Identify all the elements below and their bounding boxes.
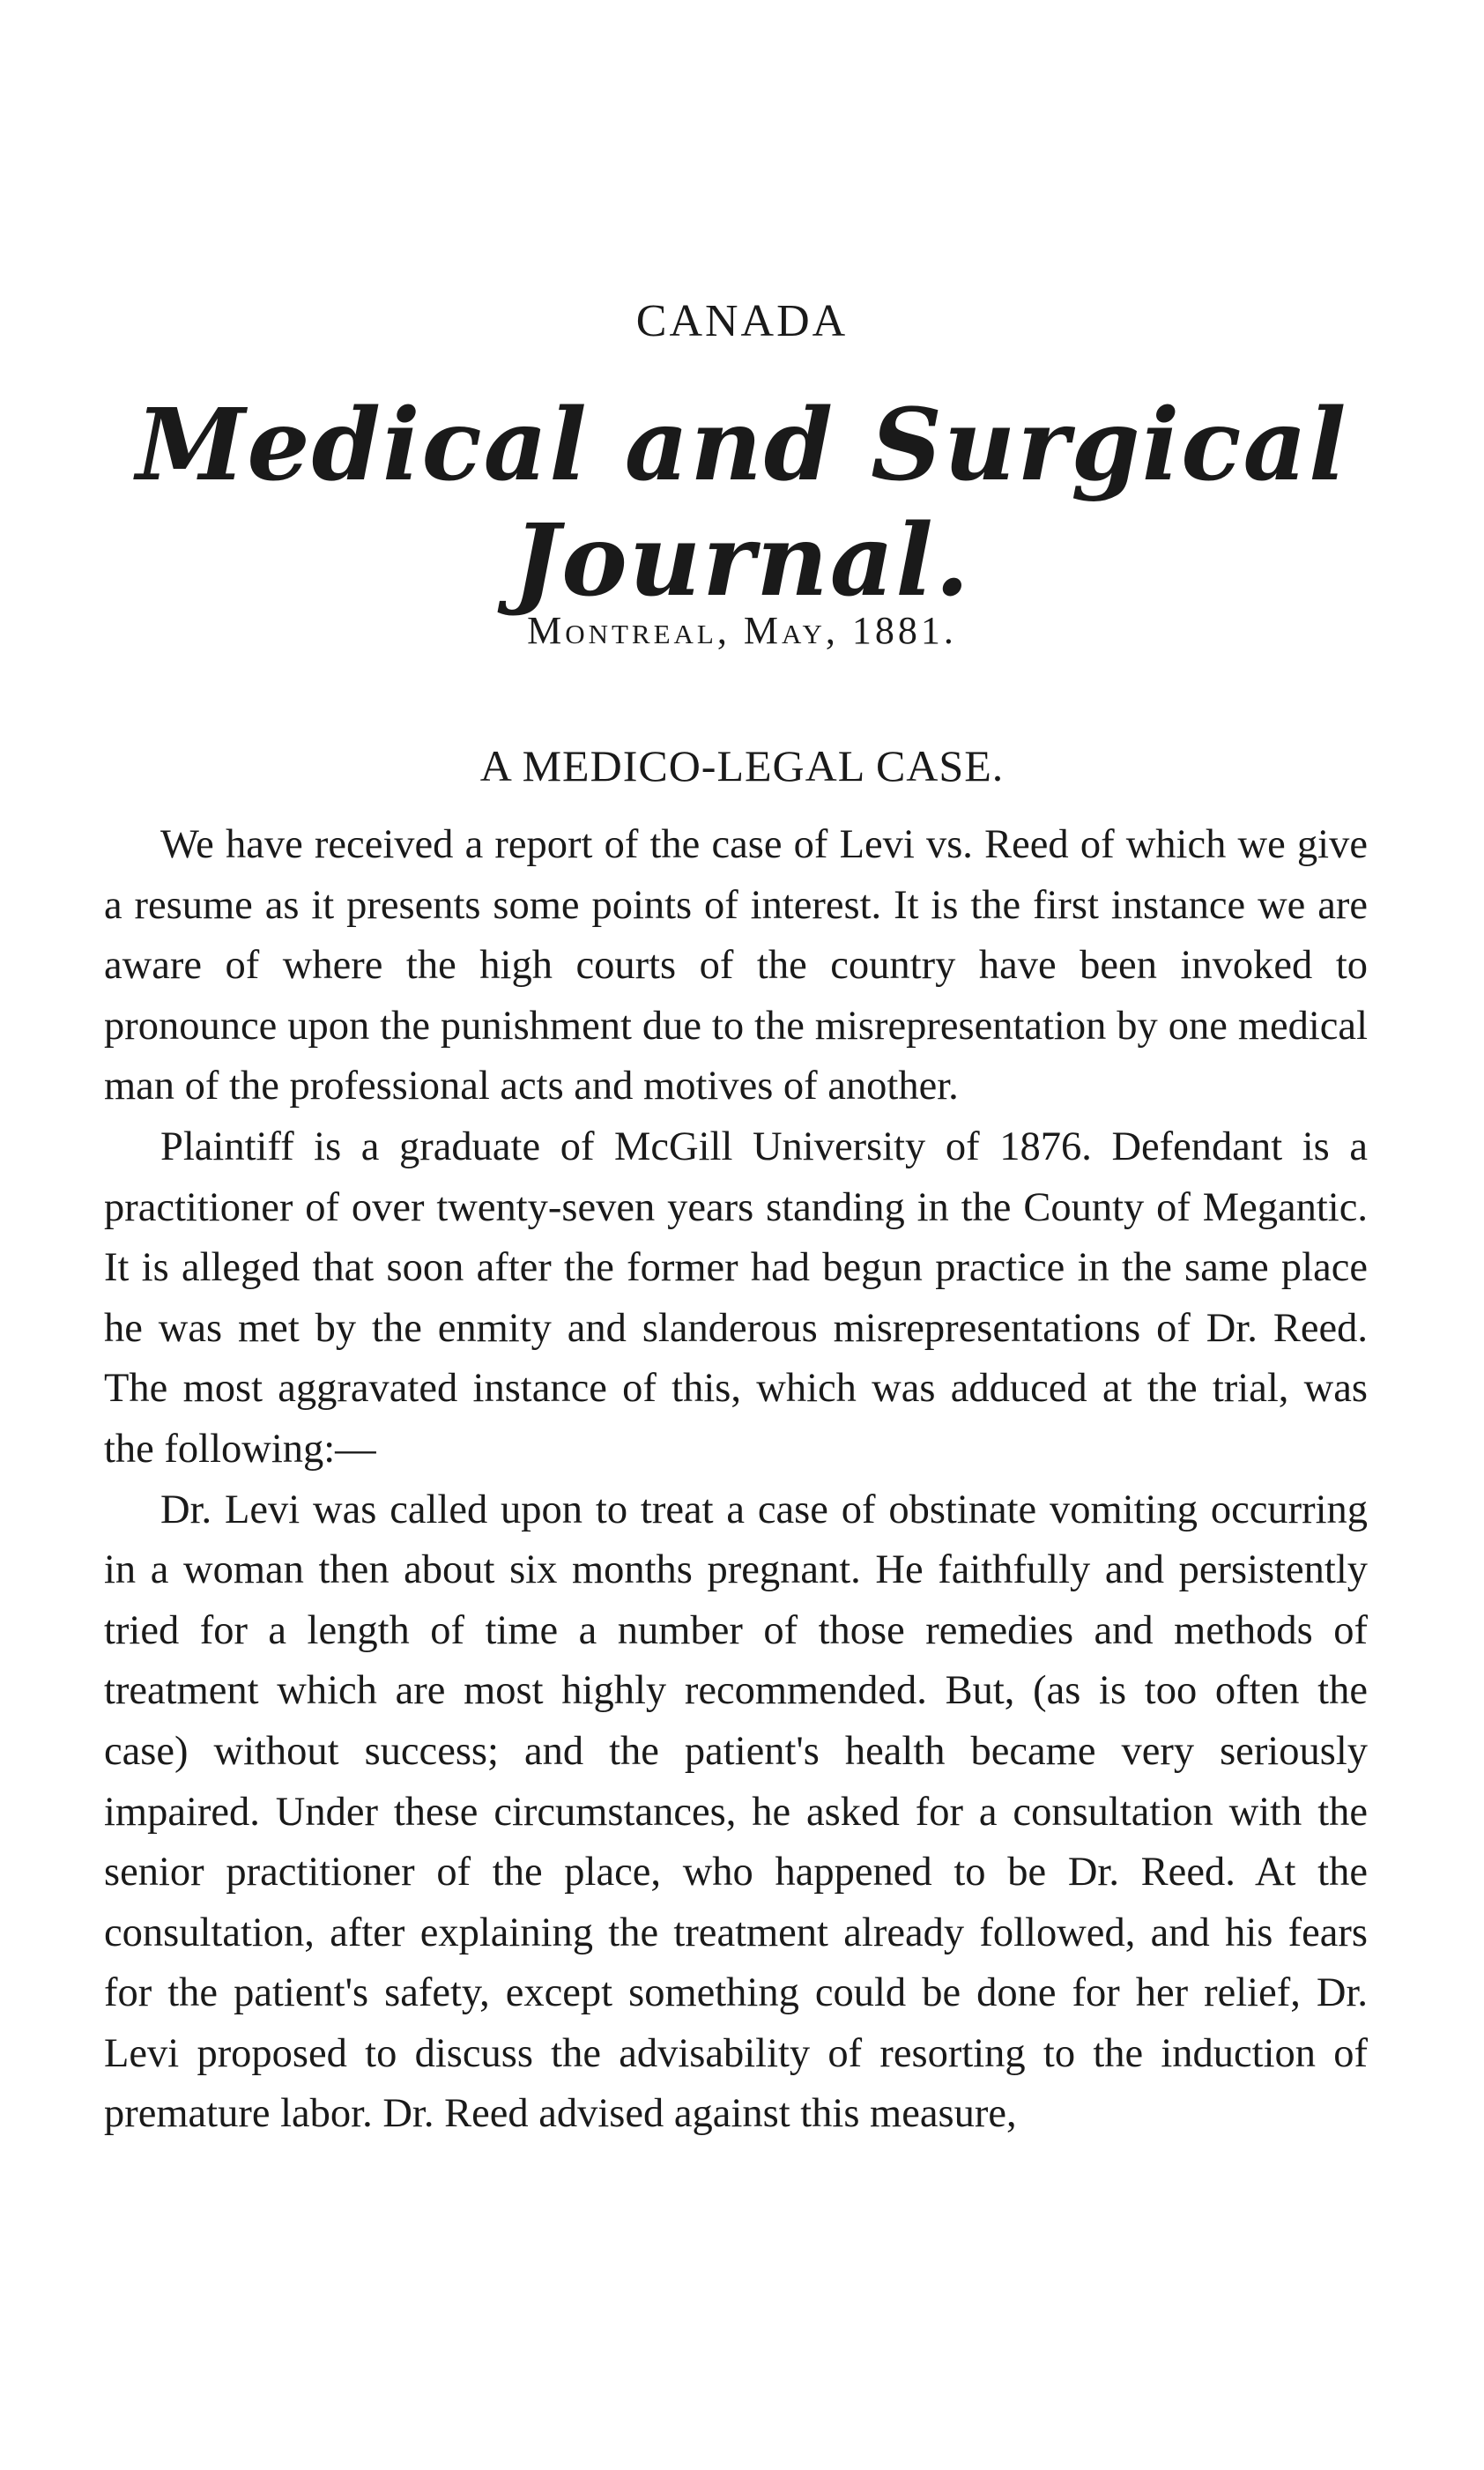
paragraph-1: We have received a report of the case of Levi vs. Reed of which we give a resume as it presents some points of interest. It is the first instance we are aware of where the high courts of the country have been invoked to pronounce upon the punishment due to the misrepresentation by one medical man of the professional acts and motives of another.	[104, 822, 1368, 1109]
article-body	[104, 815, 1368, 2145]
masthead-country: CANADA	[635, 296, 849, 346]
dateline: Montreal, May, 1881.	[527, 609, 957, 652]
masthead-title: Medical and Surgical Journal.	[136, 388, 1348, 619]
paragraph-3: Dr. Levi was called upon to treat a case of obstinate vomiting occurring in a woman then about six months pregnant. He faithfully and persistently tried for a length of time a number of those remedies and methods of treatment which are most highly recommended. But, (as is too often the case) without success; and the patient's health became very seriously impaired. Under these circumstances, he asked for a consultation with the senior practitioner of the place, who happened to be Dr. Reed. At the consultation, after explaining the treatment already followed, and his fears for the patient's safety, except something could be done for her relief, Dr. Levi proposed to discuss the advisability of resorting to the induction of premature labor. Dr. Reed advised against this measure,	[104, 1487, 1368, 2137]
paragraph-2: Plaintiff is a graduate of McGill University of 1876. Defendant is a practitioner of over twenty-seven years standing in the County of Megantic. It is alleged that soon after the former had begun practice in the same place he was met by the enmity and slanderous misrepresentations of Dr. Reed. The most aggravated instance of this, which was adduced at the trial, was the following:—	[104, 1124, 1368, 1472]
article-title: A MEDICO-LEGAL CASE.	[479, 741, 1005, 790]
